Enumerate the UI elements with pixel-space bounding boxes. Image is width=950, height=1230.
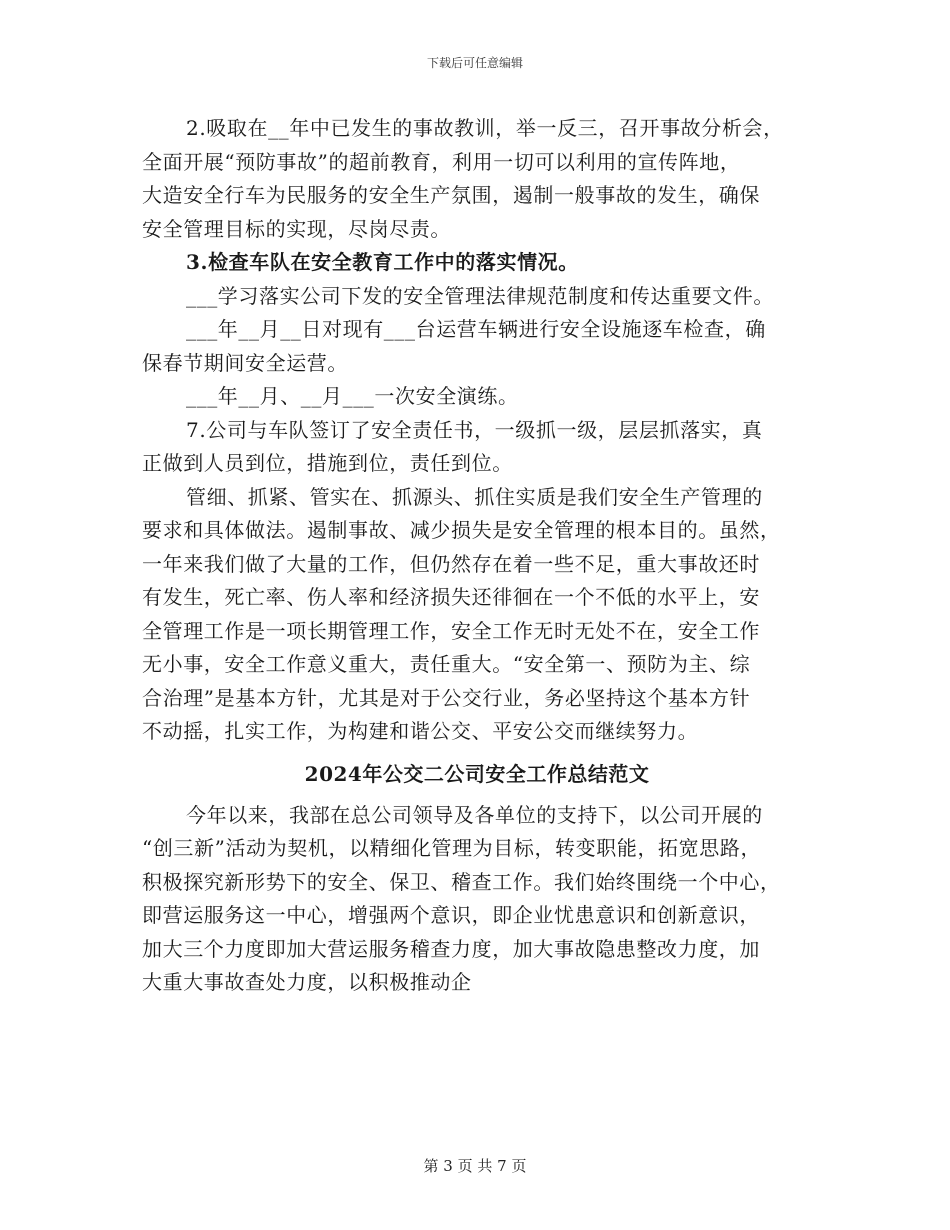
paragraph-line: 加大三个力度即加大营运服务稽查力度，加大事故隐患整改力度，加 [142,936,760,961]
paragraph-line: 正做到人员到位，措施到位，责任到位。 [142,451,513,475]
paragraph-line: 管细、抓紧、管实在、抓源头、抓住实质是我们安全生产管理的 [186,484,763,509]
paragraph-inspect [142,313,812,380]
section-title: 2024年公交二公司安全工作总结范文 [304,761,650,786]
paragraph-line: 保春节期间安全运营。 [142,350,348,375]
paragraph-line: 7.公司与车队签订了安全责任书，一级抓一级，层层抓落实，真 [186,417,763,442]
paragraph-line: 全管理工作是一项长期管理工作，安全工作无时无处不在，安全工作 [142,618,760,643]
paragraph-line: 一年来我们做了大量的工作，但仍然存在着一些不足，重大事故还时 [142,551,760,576]
item-3-heading: 3.检查车队在安全教育工作中的落实情况。 [186,250,579,274]
paragraph-line: 全面开展“预防事故”的超前教育，利用一切可以利用的宣传阵地， [142,149,741,174]
paragraph-line: 合治理”是基本方针，尤其是对于公交行业，务必坚持这个基本方针 [142,685,751,710]
paragraph-line: 有发生，死亡率、伤人率和经济损失还徘徊在一个不低的水平上，安 [142,585,760,609]
document-body [142,112,812,1000]
paragraph-line: 安全管理目标的实现，尽岗尽责。 [142,216,451,241]
paragraph-line: “创三新”活动为契机，以精细化管理为目标，转变职能，拓宽思路， [142,836,762,860]
paragraph-line: 2.吸取在__年中已发生的事故教训，举一反三，召开事故分析会， [186,116,784,140]
paragraph-line: 不动摇，扎实工作，为构建和谐公交、平安公交而继续努力。 [142,719,699,743]
paragraph-drill: ___年__月、__月___一次安全演练。 [186,384,519,408]
header-note: 下载后可任意编辑 [426,56,523,70]
page-number: 第 3 页 共 7 页 [423,1157,527,1175]
paragraph-line: 即营运服务这一中心，增强两个意识，即企业忧患意识和创新意识， [142,903,760,927]
paragraph-line: 今年以来，我部在总公司领导及各单位的支持下，以公司开展的 [186,802,763,827]
paragraph-line: 无小事，安全工作意义重大，责任重大。“安全第一、预防为主、综 [142,652,751,676]
paragraph-item-7 [142,414,812,481]
paragraph-study: ___学习落实公司下发的安全管理法律规范制度和传达重要文件。 [186,283,774,308]
paragraph-line: 要求和具体做法。遏制事故、减少损失是安全管理的根本目的。虽然， [142,518,781,542]
paragraph-line: 大重大事故查处力度，以积极推动企 [142,970,472,994]
paragraph-line: 积极探究新形势下的安全、保卫、稽查工作。我们始终围绕一个中心， [142,869,781,894]
paragraph-intro [142,799,812,1000]
paragraph-line: 大造安全行车为民服务的安全生产氛围，遏制一般事故的发生，确保 [142,183,760,207]
paragraph-line: ___年__月__日对现有___台运营车辆进行安全设施逐车检查，确 [186,317,766,341]
paragraph-item-2 [142,112,812,246]
paragraph-summary [142,481,812,749]
